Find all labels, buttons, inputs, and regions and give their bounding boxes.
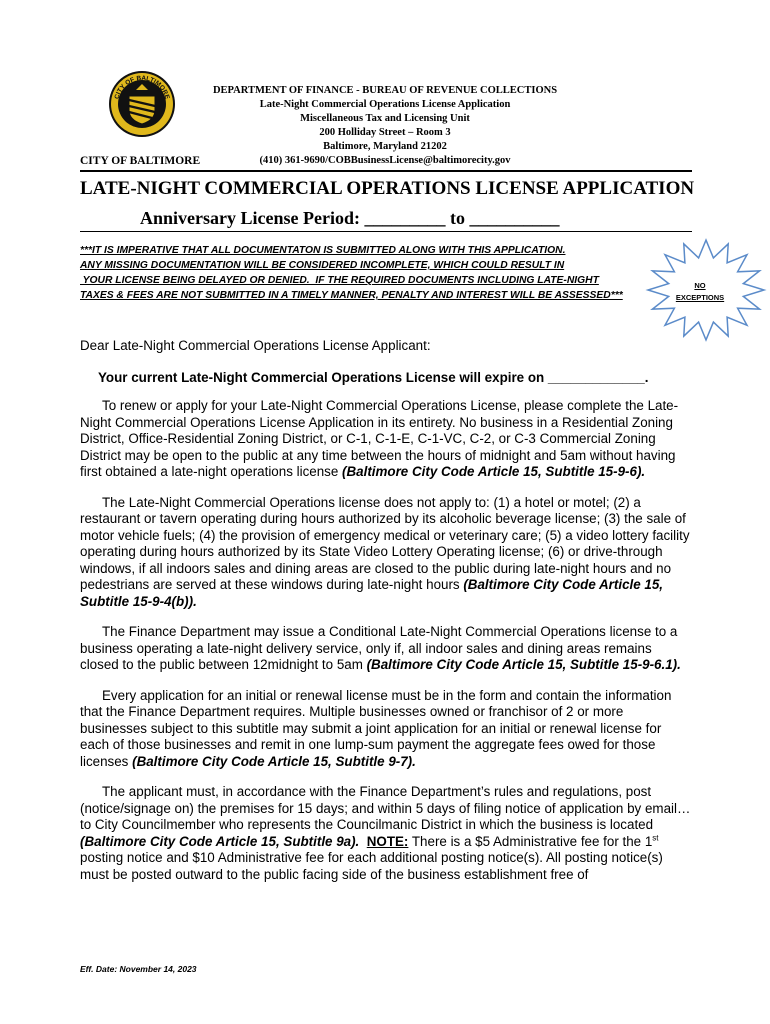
city-state-zip: Baltimore, Maryland 21202 bbox=[323, 141, 447, 152]
effective-date: Eff. Date: November 14, 2023 bbox=[80, 964, 197, 974]
city-label: CITY OF BALTIMORE bbox=[80, 155, 201, 167]
page-title: LATE-NIGHT COMMERCIAL OPERATIONS LICENSE APPLICATION bbox=[80, 178, 695, 199]
ordinal-suffix: st bbox=[652, 833, 659, 843]
paragraph-renewal bbox=[80, 398, 692, 481]
unit-name: Miscellaneous Tax and Licensing Unit bbox=[300, 113, 470, 124]
paragraph-exemptions bbox=[80, 495, 692, 611]
city-seal-logo bbox=[108, 70, 176, 138]
paragraph-text: The Late-Night Commercial Operations license does not apply to: (1) a hotel or motel; (2) a restaurant or tavern operating during hours authorized by its alcoholic beverage license; (3) the sale of motor vehicle fuels; (4) the provision of emergency medical or veterinary care; (5) a video lottery facility operating during hours authorized by its State Video Lottery Operating license; (6) or drive-through windows, if all indoors sales and dining areas are closed to the public during late-night hours and no pedestrians are served at these windows during late-night hours bbox=[80, 494, 690, 592]
code-citation: (Baltimore City Code Article 15, Subtitle 15-9-4(b)). bbox=[80, 577, 664, 609]
badge-line: EXCEPTIONS bbox=[675, 293, 725, 302]
warning-line: ANY MISSING DOCUMENTATION WILL BE CONSIDERED INCOMPLETE, WHICH COULD RESULT IN bbox=[80, 260, 565, 271]
warning-line: TAXES & FEES ARE NOT SUBMITTED IN A TIMELY MANNER, PENALTY AND INTEREST WILL BE ASSESSED*** bbox=[80, 290, 623, 301]
spacer-text bbox=[359, 834, 366, 849]
paragraph-text: The Finance Department may issue a Conditional Late-Night Commercial Operations license to a business operating a late-night delivery service, only if, all indoor sales and dining areas remains closed to the public between 12midnight to 5am bbox=[80, 624, 678, 672]
paragraph-application bbox=[80, 688, 692, 771]
paragraph-text: The applicant must, in accordance with the Finance Department’s rules and regulations, post (notice/signage on) the premises for 15 days; and within 5 days of filing notice of application by email…to City Councilmember who represents the Councilmanic District in which the business is located bbox=[80, 784, 691, 832]
code-citation: (Baltimore City Code Article 15, Subtitle 15-9-6). bbox=[342, 464, 646, 479]
seal-text: CITY OF BALTIMORE bbox=[113, 74, 171, 100]
salutation: Dear Late-Night Commercial Operations License Applicant: bbox=[80, 338, 431, 353]
expiration-line: Your current Late-Night Commercial Operations License will expire on _____________. bbox=[98, 369, 649, 385]
paragraph-text: Every application for an initial or renewal license must be in the form and contain the information that the Finance Department requires. Multiple businesses owned or franchisor of 2 or more businesses subject to this subtitle may submit a joint application for an initial or renewal license for each of those businesses and remit in one lump-sum payment the aggregate fees owed for those licenses bbox=[80, 687, 672, 769]
form-name: Late-Night Commercial Operations License Application bbox=[259, 99, 511, 110]
code-citation: (Baltimore City Code Article 15, Subtitle 9a). bbox=[80, 833, 360, 849]
phone-email: (410) 361-9690/COBBusinessLicense@baltimorecity.gov bbox=[259, 155, 511, 166]
code-citation: (Baltimore City Code Article 15, Subtitle 15-9-6.1). bbox=[366, 657, 681, 672]
paragraph-text: There is a $5 Administrative fee for the 1 bbox=[408, 833, 653, 849]
paragraph-text: To renew or apply for your Late-Night Commercial Operations License, please complete the Late-Night Commercial Operations License Application in its entirety. No business in a Residential Zoning District, Office-Residential Zoning District, or C-1, C-1-E, C-1-VC, C-2, or C-3 Commercial Zoning District may be open to the public at any time between the hours of midnight and 5am without having first obtained a late-night operations license bbox=[80, 398, 679, 479]
department-header bbox=[185, 84, 585, 168]
header-divider bbox=[80, 170, 692, 172]
paragraph-conditional bbox=[80, 624, 692, 674]
title-divider bbox=[80, 231, 692, 232]
warning-line: ***IT IS IMPERATIVE THAT ALL DOCUMENTATON IS SUBMITTED ALONG WITH THIS APPLICATION. bbox=[80, 245, 566, 256]
paragraph-text: posting notice and $10 Administrative fee for each additional posting notice(s). All posting notice(s) must be posted outward to the public facing side of the business establishment free of bbox=[80, 850, 663, 882]
note-label: NOTE: bbox=[366, 833, 409, 849]
no-exceptions-badge-text bbox=[672, 280, 728, 304]
letter-body bbox=[80, 338, 692, 897]
paragraph-posting bbox=[80, 784, 692, 883]
warning-notice bbox=[80, 243, 660, 303]
street-address: 200 Holliday Street – Room 3 bbox=[319, 127, 451, 138]
code-citation: (Baltimore City Code Article 15, Subtitle 9-7). bbox=[132, 753, 416, 769]
license-period-field: Anniversary License Period: _________ to __________ bbox=[140, 208, 560, 228]
department-name: DEPARTMENT OF FINANCE - BUREAU OF REVENUE COLLECTIONS bbox=[212, 85, 558, 96]
badge-line: NO bbox=[694, 281, 706, 290]
warning-line: YOUR LICENSE BEING DELAYED OR DENIED. IF THE REQUIRED DOCUMENTS INCLUDING LATE-NIGHT bbox=[80, 275, 599, 286]
